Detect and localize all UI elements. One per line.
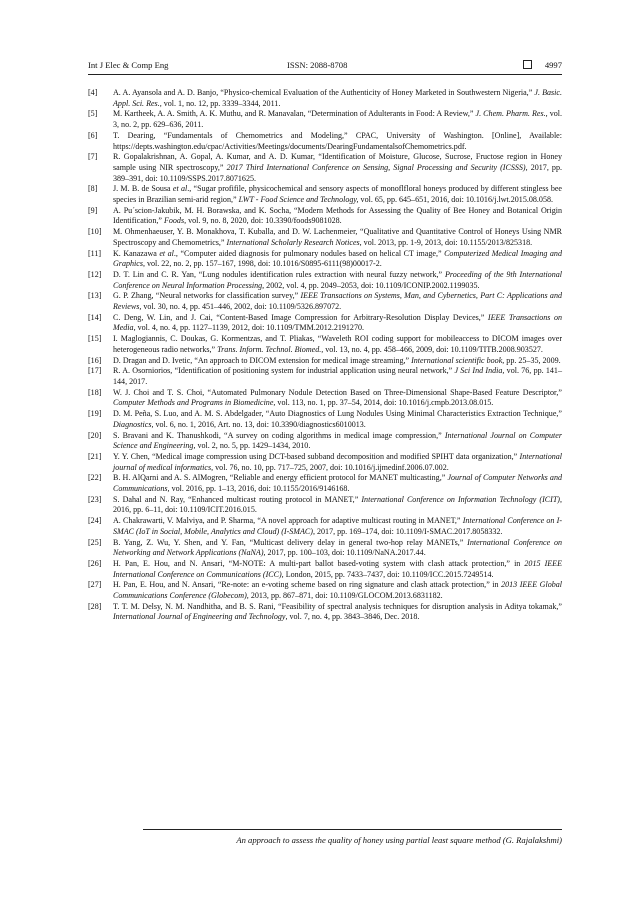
reference-entry [88,602,562,623]
reference-text-segment: I. Maglogiannis, C. Doukas, G. Kormentzas, and T. Pliakas, “Waveleth ROI coding support for mobileaccess to DICOM images over heterogeneous radio networks,” [113,334,562,354]
reference-text-segment: J. M. B. de Sousa [113,184,173,194]
reference-text-segment: , 2017, pp. 169–174, doi: 10.1109/I-SMAC.2017.8058332. [312,526,503,536]
reference-source-italic: Foods, [163,216,187,226]
reference-entry [88,152,562,184]
reference-number: [28] [88,601,102,611]
reference-text [113,227,562,248]
reference-number: [22] [88,473,102,483]
reference-text [113,516,562,537]
reference-text-segment: , 2016, pp. 6–11, doi: 10.1109/ICIT.2016.015. [113,494,562,515]
reference-entry [88,131,562,152]
reference-number: [7] [88,152,98,162]
issn: ISSN: 2088-8708 [287,60,348,70]
reference-text-segment: M. Ohmenhaeuser, Y. B. Monakhova, T. Kuballa, and D. W. Lachenmeier, “Qualitative and Quantitative Control of Honeys Using NMR Spectroscopy and Chemometrics,” [113,227,562,247]
reference-text-segment: vol. 76, pp. 141–144, 2017. [113,366,562,386]
reference-text-segment: T. T. M. Delsy, N. M. Nandhitha, and B. S. Rani, “Feasibility of spectral analysis techniques for disruption analysis in Aditya tokamak,” [113,601,562,611]
reference-entry [88,516,562,537]
reference-text-segment: D. Dragan and D. Ivetic, “An approach to DICOM extension for medical image streaming,” [113,355,412,365]
reference-text [113,602,562,623]
reference-text [113,366,562,387]
reference-number: [5] [88,109,98,119]
reference-source-italic: 2013 IEEE Global Communications Conference (Globecom), [113,580,562,601]
running-header [88,58,562,72]
reference-text [113,131,562,152]
reference-text-segment: A. Pu´scion-Jakubik, M. H. Borawska, and K. Socha, “Modern Methods for Assessing the Quality of Bee Honey and Botanical Origin Identification,” [113,205,562,226]
reference-text-segment: vol. 13, no. 4, pp. 458–466, 2009, doi: 10.1109/TITB.2008.903527. [323,344,543,354]
reference-source-italic: Proceeding of the 9th International Conference on Neural Information Processing, [113,269,562,290]
reference-source-italic: IEEE Transactions on Media [113,312,562,333]
reference-text-segment: S. Dahal and N. Ray, “Enhanced multicast routing protocol in MANET,” [113,494,362,504]
reference-source-italic: LWT - Food Science and Technology, [238,195,359,205]
reference-text-segment: H. Pan, E. Hou, and N. Ansari, “M-NOTE: A multi-part ballot based-voting system with clash attack protection,” in [113,558,525,568]
reference-number: [18] [88,387,102,397]
reference-text [113,473,562,494]
reference-entry [88,249,562,270]
reference-number: [20] [88,430,102,440]
reference-text-segment: W. J. Choi and T. S. Choi, “Automated Pulmonary Nodule Detection Based on Three-Dimensional Shape-Based Feature Descriptor,” [113,387,562,397]
reference-number: [24] [88,516,102,526]
reference-text [113,184,562,205]
reference-number: [17] [88,366,102,376]
reference-entry [88,409,562,430]
reference-text-segment: A. Chakrawarti, V. Malviya, and P. Sharma, “A novel approach for adaptive multicast routing in MANET,” [113,516,463,526]
reference-entry [88,366,562,387]
reference-text-segment: C. Deng, W. Lin, and J. Cai, “Content-Based Image Compression for Arbitrary-Resolution Display Devices,” [113,312,488,322]
reference-text-segment: , vol. 3, no. 2, pp. 629–636, 2011. [113,109,563,130]
reference-source-italic: 2017 Third International Conference on Sensing, Signal Processing and Security (ICSSS) [226,162,526,172]
reference-text-segment: A. A. Ayansola and A. D. Banjo, “Physico-chemical Evaluation of the Authenticity of Honey Marketed in Southwestern Nigeria,” [113,88,535,97]
reference-entry [88,559,562,580]
reference-text [113,313,562,334]
reference-text-segment: , vol. 4, no. 4, pp. 1127–1139, 2012, doi: 10.1109/TMM.2012.2191270. [133,323,365,333]
reference-entry [88,473,562,494]
reference-entry [88,313,562,334]
reference-text-segment: 2002, vol. 4, pp. 2049–2053, doi: 10.1109/ICONIP.2002.1199035. [264,280,480,290]
page-number-group [523,58,562,72]
reference-text-segment: R. A. Osorniorios, “Identification of positioning system for industrial application using neural network,” [113,366,455,376]
reference-text-segment: vol. 2, no. 5, pp. 1429–1434, 2010. [195,441,311,451]
reference-entry [88,206,562,227]
reference-text-segment: B. H. AlQarni and A. S. AlMogren, “Reliable and energy efficient protocol for MANET multicasting,” [113,473,448,483]
reference-entry [88,88,562,109]
reference-text-segment: , 2017, pp. 389–391, doi: 10.1109/SSPS.2017.8071625. [113,162,562,183]
reference-source-italic: IEEE Transactions on Systems, Man, and Cybernetics, Part C: Applications and Reviews, [113,291,562,312]
reference-source-italic: International journal of medical informatics [113,451,562,472]
reference-text [113,431,562,452]
reference-text-segment: ., “Computer aided diagnosis for pulmonary nodules based on helical CT image,” [173,248,445,258]
reference-entry [88,452,562,473]
reference-text-segment: , vol. 7, no. 4, pp. 3843–3846, Dec. 2018. [285,612,420,622]
reference-number: [11] [88,248,102,258]
square-box-icon [523,60,532,69]
reference-text [113,409,562,430]
reference-number: [15] [88,334,102,344]
reference-text [113,559,562,580]
reference-text-segment: B. Yang, Z. Wu, Y. Shen, and Y. Fan, “Multicast delivery delay in general two-hop relay MANETs,” [113,537,468,547]
reference-source-italic: International Journal of Engineering and Technology [113,612,286,622]
reference-text-segment: K. Kanazawa [113,248,160,258]
reference-source-italic: J. Basic. Appl. Sci. Res., [113,88,562,108]
reference-text-segment: vol. 9, no. 8, 2020, doi: 10.3390/foods9081028. [186,216,342,226]
reference-entry [88,388,562,409]
reference-entry [88,334,562,355]
reference-number: [27] [88,580,102,590]
reference-number: [25] [88,537,102,547]
reference-source-italic: 2015 IEEE International Conference on Communications (ICC) [113,558,562,579]
reference-entry [88,356,562,367]
reference-text-segment: G. P. Zhang, “Neural networks for classification survey,” [113,291,301,301]
reference-text [113,580,562,601]
reference-source-italic: et al [159,248,174,258]
reference-text-segment: , vol. 113, no. 1, pp. 37–54, 2014, doi: 10.1016/j.cmpb.2013.08.015. [273,398,494,408]
reference-text-segment: R. Gopalakrishnan, A. Gopal, A. Kumar, and A. D. Kumar, “Identification of Moisture, Glucose, Sucrose, Fructose region in Honey sample using NIR spectroscopy,” [113,152,562,172]
reference-source-italic: International Scholarly Research Notices [226,237,360,247]
reference-source-italic: Trans. Inform. Technol. Biomed., [217,344,324,354]
reference-text [113,270,562,291]
reference-text [113,495,562,516]
reference-text [113,88,562,109]
journal-name: Int J Elec & Comp Eng [88,60,169,70]
reference-text-segment: S. Bravani and K. Thanushkodi, “A survey on coding algorithms in medical image compression,” [113,430,445,440]
reference-number: [13] [88,291,102,301]
reference-text-segment: vol. 1, no. 12, pp. 3339–3344, 2011. [161,98,281,108]
reference-text [113,452,562,473]
reference-entry [88,431,562,452]
reference-source-italic: International scientific book [411,355,503,365]
reference-text-segment: , vol. 22, no. 2, pp. 157–167, 1998, doi: 10.1016/S0895-6111(98)00017-2. [142,259,382,269]
reference-text [113,334,562,355]
reference-text-segment: , 2017, pp. 100–103, doi: 10.1109/NaNA.2017.44. [263,548,426,558]
reference-source-italic: Diagnostics [113,419,152,429]
reference-number: [14] [88,312,102,322]
reference-entry [88,227,562,248]
reference-text-segment: , vol. 2013, pp. 1-9, 2013, doi: 10.1155/2013/825318. [359,237,533,247]
reference-entry [88,270,562,291]
reference-entry [88,495,562,516]
reference-text-segment: H. Pan, E. Hou, and N. Ansari, “Re-note: an e-voting scheme based on ring signature and clash attack protection,” in [113,580,502,590]
reference-text [113,152,562,184]
reference-text-segment: vol. 65, pp. 645–651, 2016, doi: 10.1016/j.lwt.2015.08.058. [358,195,554,205]
reference-text-segment: T. Dearing, “Fundamentals of Chemometrics and Modeling,” CPAC, University of Washington. [Online], Available: https://depts.washington.edu/cpac/Activities/Meetings/documents/DearingFundamentalsofChemometrics.pdf. [113,130,562,151]
reference-entry [88,109,562,130]
reference-source-italic: J Sci Ind India, [454,366,505,376]
reference-source-italic: International Conference on I-SMAC (IoT in Social, Mobile, Analytics and Cloud) (I-SMAC) [113,516,563,536]
reference-source-italic: et al [172,184,188,194]
reference-text [113,388,562,409]
reference-text-segment: , London, 2015, pp. 7433–7437, doi: 10.1109/ICC.2015.7249514. [281,569,494,579]
reference-number: [21] [88,451,102,461]
reference-number: [4] [88,88,98,97]
reference-number: [16] [88,355,102,365]
page-number: 4997 [544,60,562,70]
reference-text [113,291,562,312]
header-rule [88,74,562,75]
reference-text-segment: D. T. Lin and C. R. Yan, “Lung nodules identification rules extraction with neural fuzzy network,” [113,269,445,279]
reference-text-segment: M. Kartheek, A. A. Smith, A. K. Muthu, and R. Manavalan, “Determination of Adulterants in Food: A Review,” [113,109,476,119]
reference-list [88,88,562,623]
reference-text-segment: 2013, pp. 867–871, doi: 10.1109/GLOCOM.2013.6831182. [248,591,443,601]
reference-text-segment: ., “Sugar profifile, physicochemical and sensory aspects of monoflfloral honeys produced by different stingless bee species in Brazilian semi-arid region,” [113,184,562,205]
reference-source-italic: Journal of Computer Networks and Communications, [113,473,562,494]
reference-source-italic: Computer Methods and Programs in Biomedicine [113,398,274,408]
reference-number: [12] [88,269,102,279]
reference-text-segment: , pp. 25–35, 2009. [502,355,561,365]
reference-entry [88,580,562,601]
reference-text [113,206,562,227]
reference-text-segment: vol. 30, no. 4, pp. 451–446, 2002, doi: 10.1109/5326.897072. [141,302,342,312]
reference-text-segment: Y. Y. Chen, “Medical image compression using DCT-based subband decomposition and modified SPIHT data organization,” [113,451,520,461]
reference-entry [88,291,562,312]
reference-source-italic: International Conference on Information Technology (ICIT) [361,494,560,504]
reference-text [113,538,562,559]
reference-source-italic: J. Chem. Pharm. Res. [475,109,546,119]
reference-number: [26] [88,558,102,568]
footer-rule [143,829,562,830]
reference-text-segment: , vol. 6, no. 1, 2016, Art. no. 13, doi: 10.3390/diagnostics6010013. [151,419,366,429]
reference-entry [88,538,562,559]
reference-text [113,249,562,270]
reference-source-italic: Computerized Medical Imaging and Graphics [113,248,562,269]
reference-text-segment: vol. 2016, pp. 1–13, 2016, doi: 10.1155/2016/9146168. [169,484,350,494]
reference-source-italic: International Conference on Networking and Network Applications (NaNA) [113,537,562,558]
reference-text-segment: , vol. 76, no. 10, pp. 717–725, 2007, doi: 10.1016/j.ijmedinf.2006.07.002. [211,462,449,472]
reference-text-segment: D. M. Peña, S. Luo, and A. M. S. Abdelgader, “Auto Diagnostics of Lung Nodules Using Minimal Characteristics Extraction Technique,” [113,409,562,419]
reference-number: [23] [88,494,102,504]
reference-text [113,356,562,367]
reference-entry [88,184,562,205]
reference-source-italic: International Journal on Computer Science and Engineering, [113,430,562,451]
running-footer: An approach to assess the quality of honey using partial least square method (G. Rajalakshmi) [236,835,562,845]
reference-number: [9] [88,205,98,215]
reference-number: [6] [88,130,98,140]
reference-number: [10] [88,227,102,237]
reference-number: [8] [88,184,98,194]
reference-text [113,109,562,130]
reference-number: [19] [88,409,102,419]
